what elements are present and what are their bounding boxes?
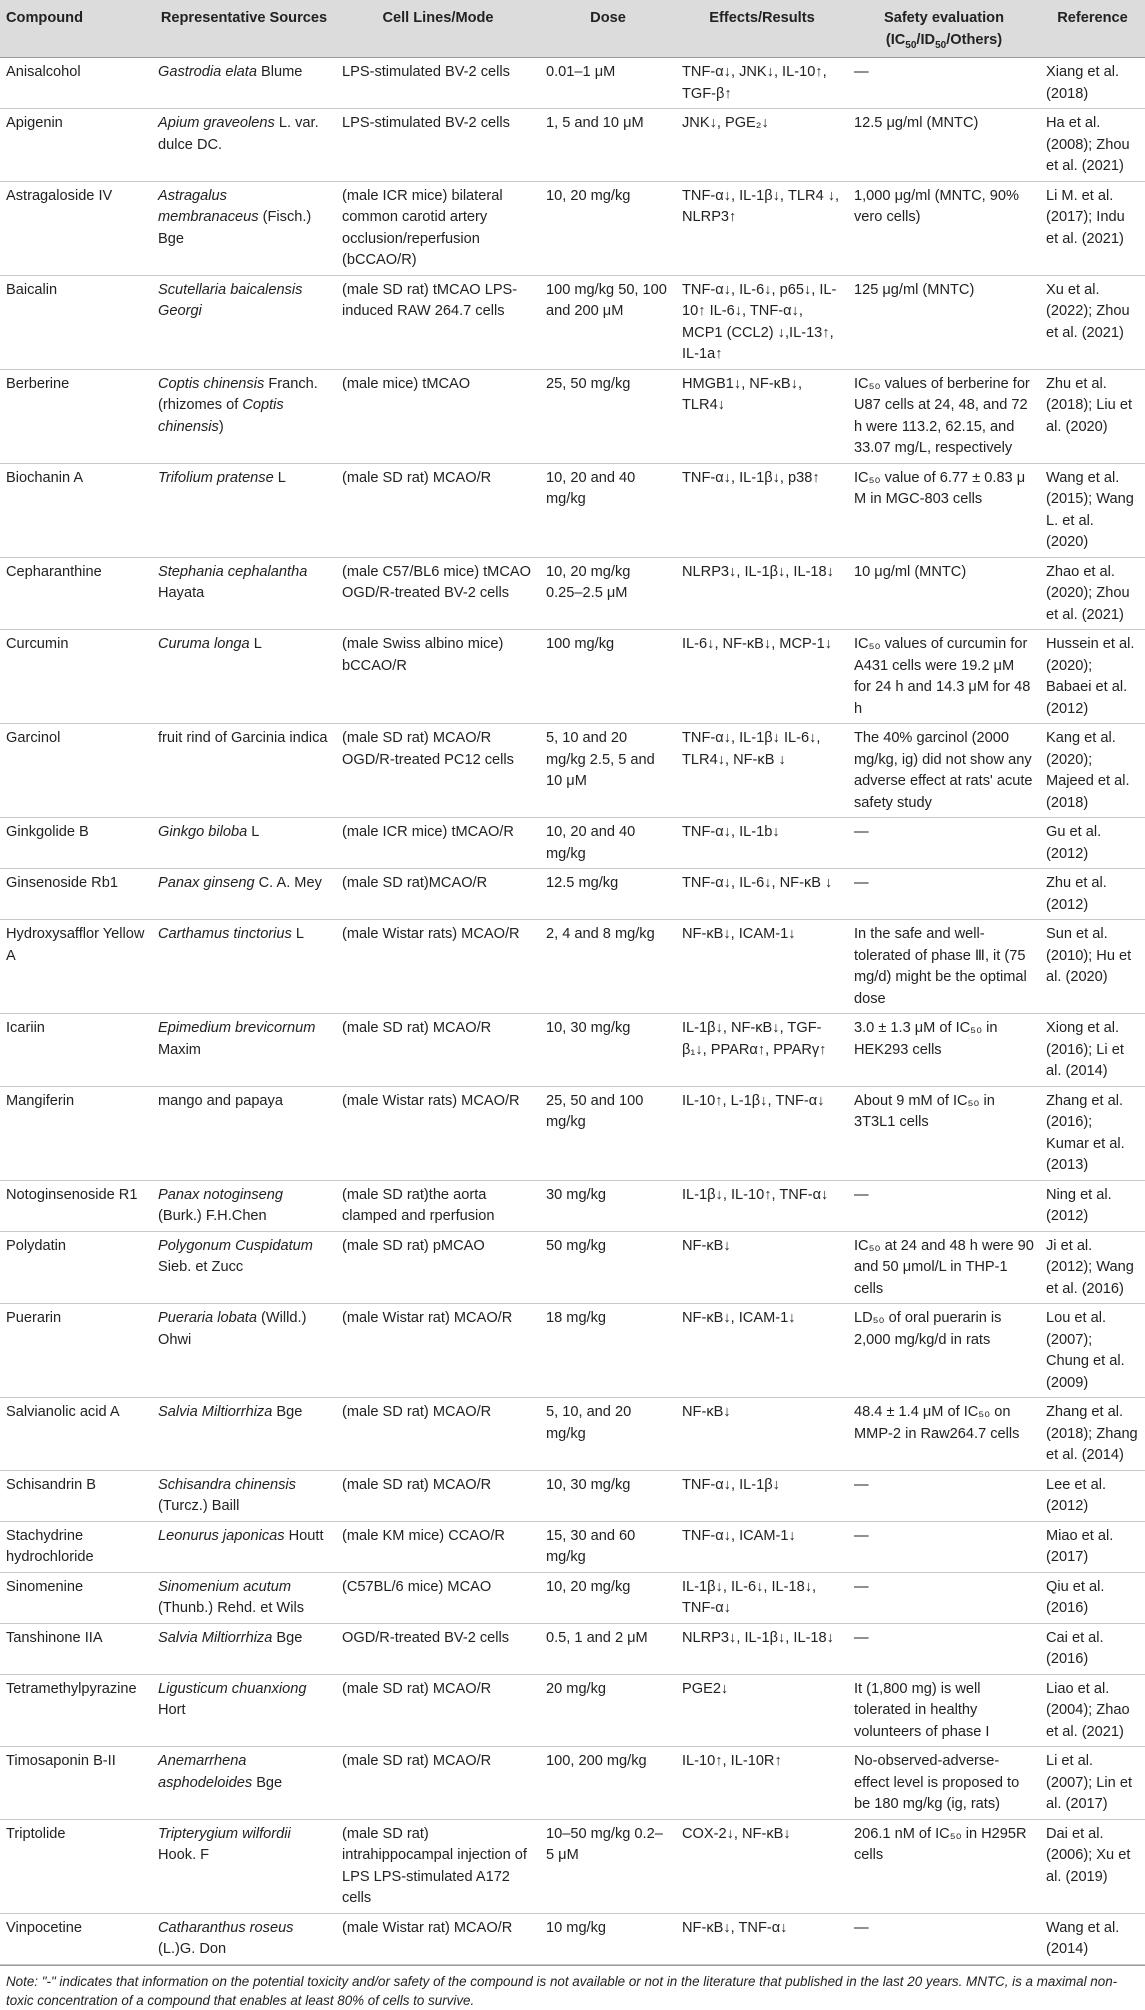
cell-lines-mode: (C57BL/6 mice) MCAO [336, 1572, 540, 1623]
safety-cell: 48.4 ± 1.4 μM of IC₅₀ on MMP-2 in Raw264.7 cells [848, 1398, 1040, 1471]
dose-cell: 18 mg/kg [540, 1304, 676, 1398]
reference-cell: Li et al. (2007); Lin et al. (2017) [1040, 1747, 1145, 1820]
compound-name: Vinpocetine [0, 1913, 152, 1964]
source-cell [152, 557, 336, 630]
safety-cell: — [848, 1913, 1040, 1964]
header-cells: Cell Lines/Mode [336, 0, 540, 58]
effects-cell: NF-κB↓, TNF-α↓ [676, 1913, 848, 1964]
reference-cell: Dai et al. (2006); Xu et al. (2019) [1040, 1819, 1145, 1913]
safety-cell: 125 μg/ml (MNTC) [848, 275, 1040, 369]
source-species: Sinomenium acutum [158, 1578, 292, 1595]
source-text: L [247, 824, 260, 840]
safety-cell: It (1,800 mg) is well tolerated in healthy volunteers of phase I [848, 1674, 1040, 1747]
dose-cell: 10, 20 mg/kg [540, 181, 676, 275]
safety-cell: — [848, 1180, 1040, 1231]
cell-lines-mode: (male Swiss albino mice) bCCAO/R [336, 630, 540, 724]
source-species: Astragalus membranaceus [158, 187, 259, 225]
reference-cell: Qiu et al. (2016) [1040, 1572, 1145, 1623]
cell-lines-mode: (male SD rat) MCAO/R [336, 1747, 540, 1820]
reference-cell: Hussein et al. (2020); Babaei et al. (2012) [1040, 630, 1145, 724]
cell-lines-mode: LPS-stimulated BV-2 cells [336, 109, 540, 182]
table-row [0, 1398, 1145, 1471]
compound-name: Apigenin [0, 109, 152, 182]
reference-cell: Zhu et al. (2018); Liu et al. (2020) [1040, 369, 1145, 463]
compound-name: Triptolide [0, 1819, 152, 1913]
cell-lines-mode: (male SD rat) MCAO/R [336, 1398, 540, 1471]
table-row [0, 724, 1145, 818]
source-cell [152, 1398, 336, 1471]
source-cell [152, 1913, 336, 1964]
safety-cell: IC₅₀ at 24 and 48 h were 90 and 50 μmol/L in THP-1 cells [848, 1231, 1040, 1304]
source-species: Tripterygium wilfordii [158, 1825, 291, 1842]
source-text: mango and papaya [158, 1092, 283, 1109]
safety-cell: No-observed-adverse-effect level is proposed to be 180 mg/kg (ig, rats) [848, 1747, 1040, 1820]
table-row [0, 181, 1145, 275]
source-cell [152, 1572, 336, 1623]
dose-cell: 5, 10, and 20 mg/kg [540, 1398, 676, 1471]
cell-lines-mode: (male ICR mice) bilateral common carotid artery occlusion/reperfusion (bCCAO/R) [336, 181, 540, 275]
effects-cell: IL-1β↓, IL-10↑, TNF-α↓ [676, 1180, 848, 1231]
reference-cell: Ha et al. (2008); Zhou et al. (2021) [1040, 109, 1145, 182]
dose-cell: 25, 50 mg/kg [540, 369, 676, 463]
source-cell [152, 630, 336, 724]
dose-cell: 10, 30 mg/kg [540, 1470, 676, 1521]
source-species: Polygonum Cuspidatum [158, 1237, 313, 1254]
safety-cell: — [848, 1623, 1040, 1674]
source-cell [152, 1470, 336, 1521]
source-species: Leonurus japonicas [158, 1527, 285, 1544]
table-row [0, 1180, 1145, 1231]
reference-cell: Zhu et al. (2012) [1040, 869, 1145, 920]
effects-cell: JNK↓, PGE₂↓ [676, 109, 848, 182]
reference-cell: Kang et al. (2020); Majeed et al. (2018) [1040, 724, 1145, 818]
source-species: Ginkgo biloba [158, 824, 248, 840]
effects-cell: IL-10↑, L-1β↓, TNF-α↓ [676, 1086, 848, 1180]
header-effects: Effects/Results [676, 0, 848, 58]
dose-cell: 50 mg/kg [540, 1231, 676, 1304]
source-cell [152, 369, 336, 463]
header-safety: Safety evaluation $(IC_{50}/ID_{50}/Others)$ [848, 0, 1040, 58]
source-species: Anemarrhena asphodeloides [158, 1753, 253, 1791]
compound-name: Astragaloside IV [0, 181, 152, 275]
source-species: Trifolium pratense [158, 469, 274, 486]
source-species: Apium graveolens [158, 115, 275, 131]
source-cell [152, 109, 336, 182]
reference-cell: Xu et al. (2022); Zhou et al. (2021) [1040, 275, 1145, 369]
reference-cell: Li M. et al. (2017); Indu et al. (2021) [1040, 181, 1145, 275]
safety-cell: 12.5 μg/ml (MNTC) [848, 109, 1040, 182]
cell-lines-mode: (male Wistar rat) MCAO/R [336, 1304, 540, 1398]
safety-cell: The 40% garcinol (2000 mg/kg, ig) did not show any adverse effect at rats' acute safety study [848, 724, 1040, 818]
source-species: Panax ginseng [158, 875, 255, 891]
compound-name: Baicalin [0, 275, 152, 369]
compound-name: Timosaponin B-II [0, 1747, 152, 1820]
table-row [0, 920, 1145, 1014]
table-row [0, 1086, 1145, 1180]
source-text: L [249, 636, 262, 652]
compound-name: Notoginsenoside R1 [0, 1180, 152, 1231]
table-body [0, 58, 1145, 1965]
safety-cell: IC₅₀ values of berberine for U87 cells at 24, 48, and 72 h were 113.2, 62.15, and 33.07 mg/L, respectively [848, 369, 1040, 463]
source-cell [152, 1623, 336, 1674]
dose-cell: 5, 10 and 20 mg/kg 2.5, 5 and 10 μM [540, 724, 676, 818]
cell-lines-mode: (male SD rat) MCAO/R [336, 1014, 540, 1087]
effects-cell: HMGB1↓, NF-κB↓, TLR4↓ [676, 369, 848, 463]
table-row [0, 1014, 1145, 1087]
cell-lines-mode: (male SD rat) MCAO/R OGD/R-treated PC12 cells [336, 724, 540, 818]
cell-lines-mode: (male C57/BL6 mice) tMCAO OGD/R-treated BV-2 cells [336, 557, 540, 630]
source-text: (Thunb.) Rehd. et Wils [158, 1600, 304, 1616]
cell-lines-mode: (male SD rat) MCAO/R [336, 463, 540, 557]
source-cell [152, 1086, 336, 1180]
table-row [0, 1470, 1145, 1521]
source-text: Bge [272, 1404, 303, 1420]
dose-cell: 10 mg/kg [540, 1913, 676, 1964]
source-species: Scutellaria baicalensis Georgi [158, 281, 303, 319]
safety-cell: — [848, 1521, 1040, 1572]
reference-cell: Liao et al. (2004); Zhao et al. (2021) [1040, 1674, 1145, 1747]
source-cell [152, 869, 336, 920]
compound-name: Ginsenoside Rb1 [0, 869, 152, 920]
compound-name: Biochanin A [0, 463, 152, 557]
compound-name: Puerarin [0, 1304, 152, 1398]
safety-cell: 3.0 ± 1.3 μM of IC₅₀ in HEK293 cells [848, 1014, 1040, 1087]
compound-name: Berberine [0, 369, 152, 463]
dose-cell: 100 mg/kg 50, 100 and 200 μM [540, 275, 676, 369]
compound-name: Anisalcohol [0, 58, 152, 109]
dose-cell: 10, 20 and 40 mg/kg [540, 818, 676, 869]
table-header [0, 0, 1145, 58]
effects-cell: TNF-α↓, IL-1β↓ IL-6↓, TLR4↓, NF-κB ↓ [676, 724, 848, 818]
table-row [0, 109, 1145, 182]
cell-lines-mode: (male Wistar rat) MCAO/R [336, 1913, 540, 1964]
source-cell [152, 275, 336, 369]
table-row [0, 1521, 1145, 1572]
source-species: Coptis chinensis [158, 397, 284, 435]
reference-cell: Xiong et al. (2016); Li et al. (2014) [1040, 1014, 1145, 1087]
table-row [0, 463, 1145, 557]
source-species: Catharanthus roseus [158, 1919, 294, 1936]
safety-cell: — [848, 1572, 1040, 1623]
source-cell [152, 181, 336, 275]
dose-cell: 10, 20 and 40 mg/kg [540, 463, 676, 557]
source-text: fruit rind of Garcinia indica [158, 730, 328, 746]
cell-lines-mode: (male Wistar rats) MCAO/R [336, 1086, 540, 1180]
reference-cell: Zhang et al. (2018); Zhang et al. (2014) [1040, 1398, 1145, 1471]
source-species: Curuma longa [158, 636, 250, 652]
source-text: Maxim [158, 1041, 201, 1058]
dose-cell: 2, 4 and 8 mg/kg [540, 920, 676, 1014]
header-reference: Reference [1040, 0, 1145, 58]
dose-cell: 100 mg/kg [540, 630, 676, 724]
cell-lines-mode: (male SD rat) tMCAO LPS-induced RAW 264.7 cells [336, 275, 540, 369]
source-cell [152, 1674, 336, 1747]
effects-cell: TNF-α↓, ICAM-1↓ [676, 1521, 848, 1572]
reference-cell: Lou et al. (2007); Chung et al. (2009) [1040, 1304, 1145, 1398]
source-text: (L.)G. Don [158, 1941, 227, 1957]
source-text: (Fisch.) Bge [158, 209, 312, 247]
cell-lines-mode: (male SD rat)the aorta clamped and rperfusion [336, 1180, 540, 1231]
dose-cell: 15, 30 and 60 mg/kg [540, 1521, 676, 1572]
source-text: Houtt [284, 1527, 324, 1544]
source-cell [152, 1180, 336, 1231]
effects-cell: NLRP3↓, IL-1β↓, IL-18↓ [676, 1623, 848, 1674]
effects-cell: NF-κB↓, ICAM-1↓ [676, 920, 848, 1014]
compound-name: Mangiferin [0, 1086, 152, 1180]
compound-name: Icariin [0, 1014, 152, 1087]
table-row [0, 58, 1145, 109]
compound-name: Salvianolic acid A [0, 1398, 152, 1471]
compound-name: Cepharanthine [0, 557, 152, 630]
effects-cell: TNF-α↓, IL-1β↓, TLR4 ↓, NLRP3↑ [676, 181, 848, 275]
safety-cell: — [848, 869, 1040, 920]
reference-cell: Sun et al. (2010); Hu et al. (2020) [1040, 920, 1145, 1014]
dose-cell: 10, 20 mg/kg 0.25–2.5 μM [540, 557, 676, 630]
effects-cell: TNF-α↓, IL-6↓, NF-κB ↓ [676, 869, 848, 920]
compound-name: Polydatin [0, 1231, 152, 1304]
table-row [0, 1913, 1145, 1964]
dose-cell: 12.5 mg/kg [540, 869, 676, 920]
table-row [0, 1623, 1145, 1674]
source-cell [152, 1014, 336, 1087]
source-cell [152, 1231, 336, 1304]
source-species: Panax notoginseng [158, 1186, 283, 1203]
source-species: Salvia Miltiorrhiza [158, 1404, 273, 1420]
source-text: Hayata [158, 585, 205, 601]
reference-cell: Zhang et al. (2016); Kumar et al. (2013) [1040, 1086, 1145, 1180]
safety-cell: About 9 mM of IC₅₀ in 3T3L1 cells [848, 1086, 1040, 1180]
cell-lines-mode: (male SD rat) pMCAO [336, 1231, 540, 1304]
source-text: ) [218, 418, 224, 435]
dose-cell: 20 mg/kg [540, 1674, 676, 1747]
reference-cell: Cai et al. (2016) [1040, 1623, 1145, 1674]
source-text: (Turcz.) Baill [158, 1498, 240, 1514]
reference-cell: Xiang et al. (2018) [1040, 58, 1145, 109]
source-text: Franch.(rhizomes of [158, 375, 318, 413]
source-text: C. A. Mey [254, 875, 322, 891]
reference-cell: Ning et al. (2012) [1040, 1180, 1145, 1231]
effects-cell: PGE2↓ [676, 1674, 848, 1747]
effects-cell: IL-10↑, IL-10R↑ [676, 1747, 848, 1820]
effects-cell: TNF-α↓, IL-6↓, p65↓, IL-10↑ IL-6↓, TNF-α↓, MCP1 (CCL2) ↓,IL-13↑, IL-1a↑ [676, 275, 848, 369]
source-text: L [273, 469, 286, 486]
reference-cell: Miao et al. (2017) [1040, 1521, 1145, 1572]
effects-cell: NF-κB↓ [676, 1231, 848, 1304]
source-species: Pueraria lobata [158, 1310, 257, 1326]
table-row [0, 1674, 1145, 1747]
compound-name: Garcinol [0, 724, 152, 818]
reference-cell: Wang et al. (2015); Wang L. et al. (2020) [1040, 463, 1145, 557]
cell-lines-mode: (male Wistar rats) MCAO/R [336, 920, 540, 1014]
cell-lines-mode: (male ICR mice) tMCAO/R [336, 818, 540, 869]
table-row [0, 1304, 1145, 1398]
source-text: L. var. dulce DC. [158, 115, 319, 153]
dose-cell: 100, 200 mg/kg [540, 1747, 676, 1820]
effects-cell: COX-2↓, NF-κB↓ [676, 1819, 848, 1913]
source-text: Blume [256, 64, 303, 80]
source-species: Stephania cephalantha [158, 563, 308, 580]
source-cell [152, 1304, 336, 1398]
compound-name: Ginkgolide B [0, 818, 152, 869]
source-text: Sieb. et Zucc [158, 1259, 244, 1275]
cell-lines-mode: (male KM mice) CCAO/R [336, 1521, 540, 1572]
safety-cell: 10 μg/ml (MNTC) [848, 557, 1040, 630]
table-row [0, 1819, 1145, 1913]
source-species: Epimedium brevicornum [158, 1020, 316, 1036]
compound-name: Schisandrin B [0, 1470, 152, 1521]
effects-cell: IL-6↓, NF-κB↓, MCP-1↓ [676, 630, 848, 724]
effects-cell: TNF-α↓, IL-1β↓ [676, 1470, 848, 1521]
table-row [0, 1231, 1145, 1304]
compound-name: Hydroxysafflor Yellow A [0, 920, 152, 1014]
safety-cell: — [848, 1470, 1040, 1521]
table-note: Note: "-" indicates that information on the potential toxicity and/or safety of the compound is not available or not in the literature that published in the last 20 years. MNTC, is a maximal non-toxic concentration of a compound that enables at least 80% of cells to survive. [0, 1965, 1145, 2010]
effects-cell: TNF-α↓, IL-1b↓ [676, 818, 848, 869]
reference-cell: Gu et al. (2012) [1040, 818, 1145, 869]
safety-cell: In the safe and well-tolerated of phase Ⅲ, it (75 mg/d) might be the optimal dose [848, 920, 1040, 1014]
dose-cell: 0.01–1 μM [540, 58, 676, 109]
source-species: Ligusticum chuanxiong [158, 1680, 307, 1697]
header-sources: Representative Sources [152, 0, 336, 58]
dose-cell: 1, 5 and 10 μM [540, 109, 676, 182]
table-row [0, 1572, 1145, 1623]
effects-cell: TNF-α↓, JNK↓, IL-10↑, TGF-β↑ [676, 58, 848, 109]
source-species: Carthamus tinctorius [158, 926, 292, 942]
table-row [0, 557, 1145, 630]
dose-cell: 25, 50 and 100 mg/kg [540, 1086, 676, 1180]
source-text: (Burk.) F.H.Chen [158, 1208, 267, 1224]
cell-lines-mode: OGD/R-treated BV-2 cells [336, 1623, 540, 1674]
cell-lines-mode: (male SD rat) MCAO/R [336, 1674, 540, 1747]
source-cell [152, 58, 336, 109]
safety-cell: IC₅₀ values of curcumin for A431 cells were 19.2 μM for 24 h and 14.3 μM for 48 h [848, 630, 1040, 724]
source-cell [152, 463, 336, 557]
compound-name: Curcumin [0, 630, 152, 724]
source-text: L [291, 926, 304, 942]
source-text: (Willd.) Ohwi [158, 1310, 307, 1348]
dose-cell: 10–50 mg/kg 0.2–5 μM [540, 1819, 676, 1913]
effects-cell: TNF-α↓, IL-1β↓, p38↑ [676, 463, 848, 557]
cell-lines-mode: LPS-stimulated BV-2 cells [336, 58, 540, 109]
table-row [0, 1747, 1145, 1820]
table-row [0, 369, 1145, 463]
source-species: Gastrodia elata [158, 64, 257, 80]
cell-lines-mode: (male SD rat) MCAO/R [336, 1470, 540, 1521]
reference-cell: Zhao et al. (2020); Zhou et al. (2021) [1040, 557, 1145, 630]
source-species: Salvia Miltiorrhiza [158, 1629, 273, 1646]
source-cell [152, 1819, 336, 1913]
dose-cell: 10, 20 mg/kg [540, 1572, 676, 1623]
safety-cell: 1,000 μg/ml (MNTC, 90% vero cells) [848, 181, 1040, 275]
compound-name: Stachydrine hydrochloride [0, 1521, 152, 1572]
source-cell [152, 1521, 336, 1572]
safety-cell: 206.1 nM of IC₅₀ in H295R cells [848, 1819, 1040, 1913]
compound-name: Tanshinone IIA [0, 1623, 152, 1674]
table-row [0, 630, 1145, 724]
effects-cell: NLRP3↓, IL-1β↓, IL-18↓ [676, 557, 848, 630]
reference-cell: Wang et al. (2014) [1040, 1913, 1145, 1964]
source-cell [152, 920, 336, 1014]
reference-cell: Lee et al. (2012) [1040, 1470, 1145, 1521]
compound-name: Tetramethylpyrazine [0, 1674, 152, 1747]
dose-cell: 30 mg/kg [540, 1180, 676, 1231]
effects-cell: IL-1β↓, IL-6↓, IL-18↓, TNF-α↓ [676, 1572, 848, 1623]
header-dose: Dose [540, 0, 676, 58]
source-text: Hort [158, 1702, 186, 1718]
dose-cell: 0.5, 1 and 2 μM [540, 1623, 676, 1674]
source-cell [152, 1747, 336, 1820]
source-text: Bge [252, 1774, 283, 1791]
source-text: Bge [272, 1629, 303, 1646]
source-text: Hook. F [158, 1847, 210, 1863]
source-species: Coptis chinensis [158, 375, 265, 392]
reference-cell: Ji et al. (2012); Wang et al. (2016) [1040, 1231, 1145, 1304]
header-compound: Compound [0, 0, 152, 58]
safety-cell: — [848, 58, 1040, 109]
cell-lines-mode: (male SD rat)MCAO/R [336, 869, 540, 920]
source-species: Schisandra chinensis [158, 1476, 296, 1493]
table-row [0, 818, 1145, 869]
cell-lines-mode: (male mice) tMCAO [336, 369, 540, 463]
effects-cell: NF-κB↓, ICAM-1↓ [676, 1304, 848, 1398]
safety-cell: IC₅₀ value of 6.77 ± 0.83 μ M in MGC-803 cells [848, 463, 1040, 557]
source-cell [152, 818, 336, 869]
table-row [0, 275, 1145, 369]
dose-cell: 10, 30 mg/kg [540, 1014, 676, 1087]
safety-cell: — [848, 818, 1040, 869]
source-cell [152, 724, 336, 818]
safety-cell: LD₅₀ of oral puerarin is 2,000 mg/kg/d in rats [848, 1304, 1040, 1398]
cell-lines-mode: (male SD rat) intrahippocampal injection of LPS LPS-stimulated A172 cells [336, 1819, 540, 1913]
compound-name: Sinomenine [0, 1572, 152, 1623]
effects-cell: IL-1β↓, NF-κB↓, TGF-β₁↓, PPARα↑, PPARγ↑ [676, 1014, 848, 1087]
table-row [0, 869, 1145, 920]
effects-cell: NF-κB↓ [676, 1398, 848, 1471]
